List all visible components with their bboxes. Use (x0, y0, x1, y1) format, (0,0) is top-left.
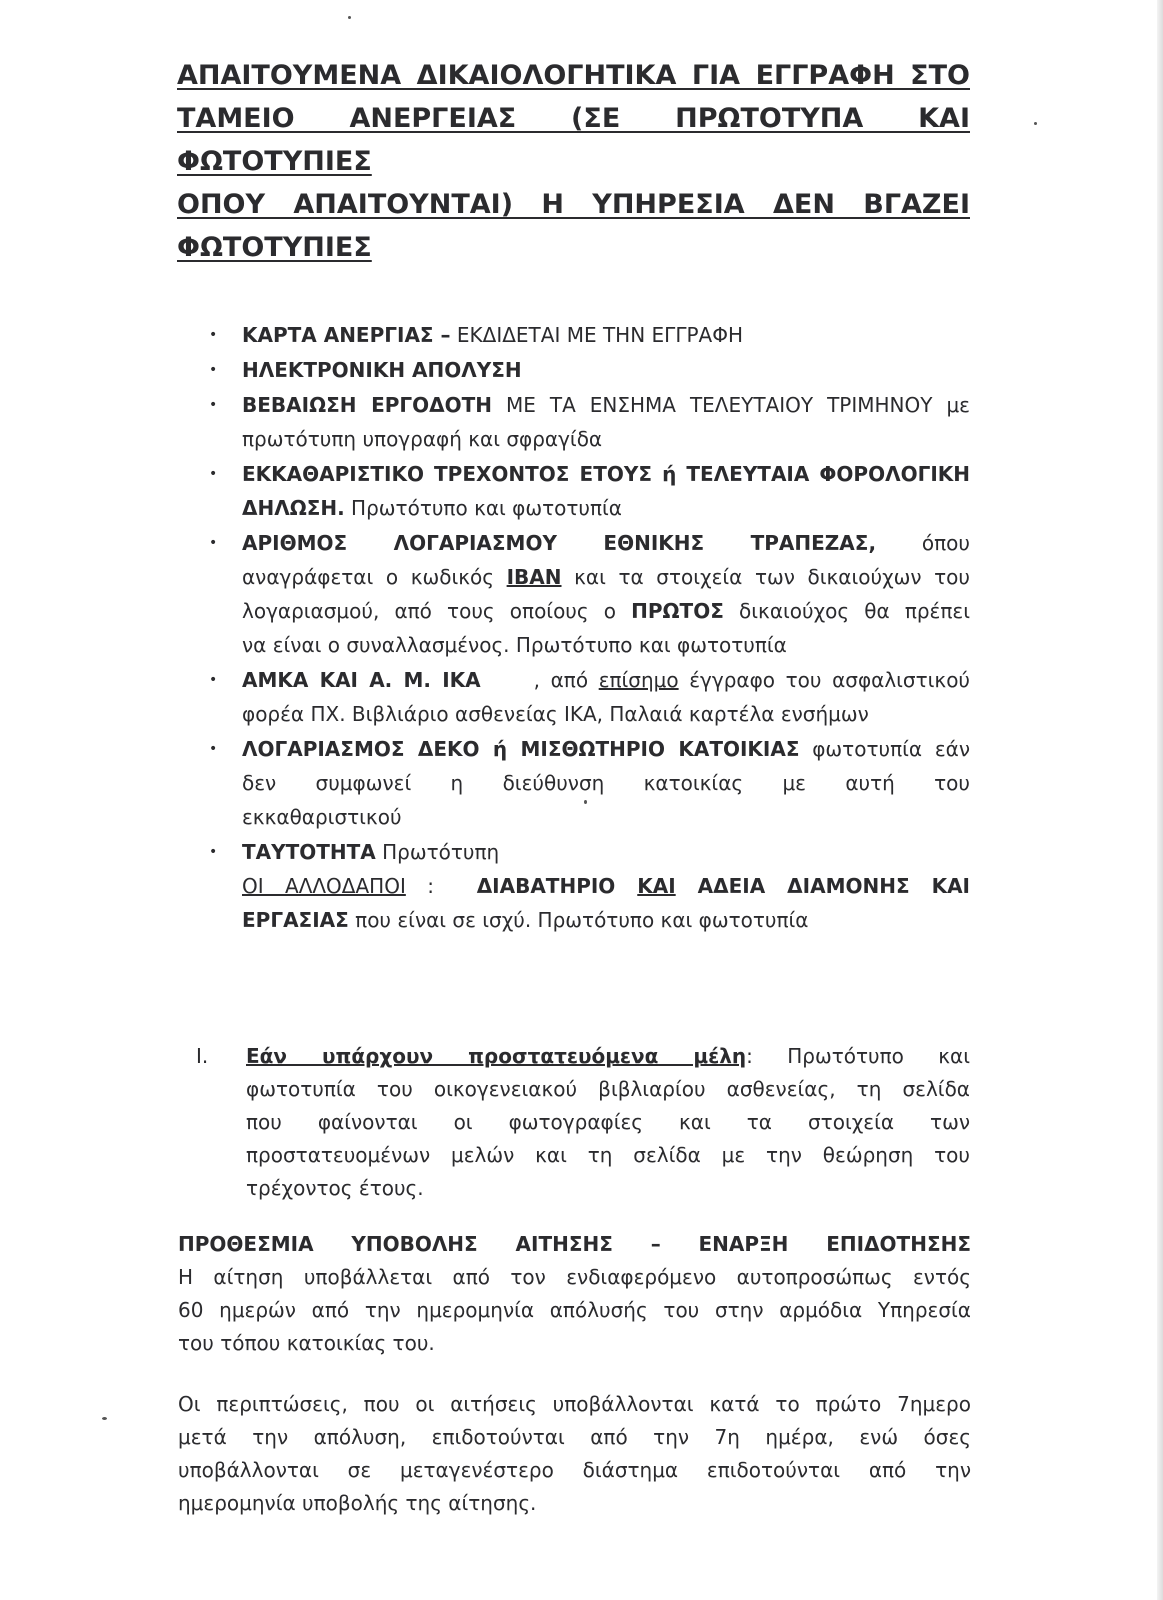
list-item (205, 457, 970, 525)
bullet-icon: • (209, 535, 218, 551)
item-text: Πρωτότυπο και φωτοτυπία (344, 496, 622, 520)
paragraph-text: ημερομηνία υποβολής της αίτησης. (178, 1491, 537, 1515)
item-text: πρωτότυπη υπογραφή και σφραγίδα (242, 427, 603, 451)
item-title: ΒΕΒΑΙΩΣΗ ΕΡΓΟΔΟΤΗ (242, 393, 492, 417)
item-text: ΕΚΔΙΔΕΤΑΙ ΜΕ ΤΗΝ ΕΓΓΡΑΦΗ (450, 323, 743, 347)
item-title: ΔΙΑΒΑΤΗΡΙΟ (476, 874, 638, 898)
deadline-section (178, 1228, 971, 1360)
list-item (205, 835, 970, 937)
paragraph-text: Η αίτηση υποβάλλεται από τον ενδιαφερόμενο αυτοπροσώπως εντός (178, 1265, 971, 1289)
item-title: ΑΡΙΘΜΟΣ ΛΟΓΑΡΙΑΣΜΟΥ ΕΘΝΙΚΗΣ ΤΡΑΠΕΖΑΣ, (242, 531, 877, 555)
item-text: δεν συμφωνεί η διεύθυνση κατοικίας με αυτή του (242, 771, 970, 795)
scan-edge (1157, 0, 1163, 1600)
item-title: ΕΚΚΑΘΑΡΙΣΤΙΚΟ ΤΡΕΧΟΝΤΟΣ ΕΤΟΥΣ ή ΤΕΛΕΥΤΑΙΑ ΦΟΡΟΛΟΓΙΚΗ (242, 462, 970, 486)
item-text: που είναι σε ισχύ. Πρωτότυπο και φωτοτυπία (348, 908, 809, 932)
iban-term: IBAN (506, 565, 562, 589)
item-text: ΜΕ ΤΑ ΕΝΣΗΜΑ ΤΕΛΕΥΤΑΙΟΥ ΤΡΙΜΗΝΟΥ με (492, 393, 970, 417)
item-title: ΑΔΕΙΑ ΔΙΑΜΟΝΗΣ ΚΑΙ (675, 874, 970, 898)
requirements-list (205, 318, 970, 938)
paragraph-text: Πρωτότυπο και (752, 1044, 971, 1068)
item-text: φορέα ΠΧ. Βιβλιάριο ασθενείας ΙΚΑ, Παλαιά καρτέλα ενσήμων (242, 702, 869, 726)
roman-numeral: I. (196, 1044, 209, 1068)
bullet-icon: • (209, 844, 218, 860)
bullet-icon: • (209, 327, 218, 343)
paragraph-text: 60 ημερών από την ημερομηνία απόλυσής του στην αρμόδια Υπηρεσία (178, 1298, 971, 1322)
bullet-icon: • (209, 397, 218, 413)
scan-speck (584, 800, 587, 804)
title-line: ΦΩΤΟΤΥΠΙΕΣ (177, 232, 372, 263)
item-title: ΤΑΥΤΟΤΗΤΑ (242, 840, 376, 864)
item-text: όπου (876, 531, 970, 555)
list-item (205, 663, 970, 731)
bullet-icon: • (209, 741, 218, 757)
item-text: δικαιούχος θα πρέπει (723, 599, 970, 623)
dependents-heading: Εάν υπάρχουν προστατευόμενα μέλη (246, 1044, 747, 1068)
item-text: και τα στοιχεία των δικαιούχων του (561, 565, 970, 589)
heading-colon: : (746, 1044, 753, 1068)
scan-speck (102, 1417, 107, 1420)
official-term: επίσημο (598, 668, 679, 692)
item-text: : (405, 874, 477, 898)
foreigners-label: ΟΙ ΑΛΛΟΔΑΠΟΙ (242, 874, 406, 898)
item-title: ΔΗΛΩΣΗ. (242, 496, 345, 520)
document-title (177, 54, 970, 269)
paragraph-text: προστατευομένων μελών και τη σελίδα με την θεώρηση του (246, 1143, 970, 1167)
item-text: αναγράφεται ο κωδικός (242, 565, 507, 589)
list-item (205, 318, 970, 352)
list-item (205, 526, 970, 662)
item-title: ΑΜΚΑ ΚΑΙ Α. Μ. ΙΚΑ (242, 668, 481, 692)
item-text: λογαριασμού, από τους οποίους ο (242, 599, 632, 623)
bullet-icon: • (209, 362, 218, 378)
list-item (205, 732, 970, 834)
item-title: ΕΡΓΑΣΙΑΣ (242, 908, 349, 932)
scan-speck (1034, 122, 1037, 125)
title-line: ΟΠΟΥ ΑΠΑΙΤΟΥΝΤΑΙ) Η ΥΠΗΡΕΣΙΑ ΔΕΝ ΒΓΑΖΕΙ (177, 189, 970, 220)
list-item (205, 353, 970, 387)
item-text: Πρωτότυπη (375, 840, 500, 864)
title-line: ΑΠΑΙΤΟΥΜΕΝΑ ΔΙΚΑΙΟΛΟΓΗΤΙΚΑ ΓΙΑ ΕΓΓΡΑΦΗ ΣΤΟ (177, 60, 970, 91)
scan-speck (348, 16, 351, 19)
paragraph-text: του τόπου κατοικίας του. (178, 1331, 435, 1355)
item-text: , από (480, 668, 599, 692)
paragraph-text: μετά την απόλυση, επιδοτούνται από την 7η ημέρα, ενώ όσες (178, 1425, 971, 1449)
item-text: έγγραφο του ασφαλιστικού (678, 668, 971, 692)
deadline-heading: ΠΡΟΘΕΣΜΙΑ ΥΠΟΒΟΛΗΣ ΑΙΤΗΣΗΣ – ΕΝΑΡΞΗ ΕΠΙΔΟΤΗΣΗΣ (178, 1232, 971, 1256)
item-title: ΛΟΓΑΡΙΑΣΜΟΣ ΔΕΚΟ ή ΜΙΣΘΩΤΗΡΙΟ ΚΑΤΟΙΚΙΑΣ (242, 737, 800, 761)
paragraph-text: φωτοτυπία του οικογενειακού βιβλιαρίου ασθενείας, τη σελίδα (246, 1077, 970, 1101)
paragraph-text: που φαίνονται οι φωτογραφίες και τα στοιχεία των (246, 1110, 970, 1134)
bullet-icon: • (209, 672, 218, 688)
list-item (205, 388, 970, 456)
item-text: φωτοτυπία εάν (799, 737, 970, 761)
item-title: ΚΑΡΤΑ ΑΝΕΡΓΙΑΣ – (242, 323, 451, 347)
item-title: ΗΛΕΚΤΡΟΝΙΚΗ ΑΠΟΛΥΣΗ (242, 358, 522, 382)
item-text: εκκαθαριστικού (242, 805, 402, 829)
title-line: ΤΑΜΕΙΟ ΑΝΕΡΓΕΙΑΣ (ΣΕ ΠΡΩΤΟΤΥΠΑ ΚΑΙ ΦΩΤΟΤΥΠΙΕΣ (177, 103, 970, 177)
paragraph-text: Οι περιπτώσεις, που οι αιτήσεις υποβάλλονται κατά το πρώτο 7ημερο (178, 1392, 971, 1416)
and-term: ΚΑΙ (637, 874, 676, 898)
cases-paragraph (178, 1388, 971, 1520)
bullet-icon: • (209, 466, 218, 482)
paragraph-text: τρέχοντος έτους. (246, 1176, 424, 1200)
paragraph-text: υποβάλλονται σε μεταγενέστερο διάστημα επιδοτούνται από την (178, 1458, 971, 1482)
item-text: να είναι ο συναλλασμένος. Πρωτότυπο και φωτοτυπία (242, 633, 787, 657)
first-holder-term: ΠΡΩΤΟΣ (631, 599, 724, 623)
dependents-section (196, 1040, 970, 1205)
